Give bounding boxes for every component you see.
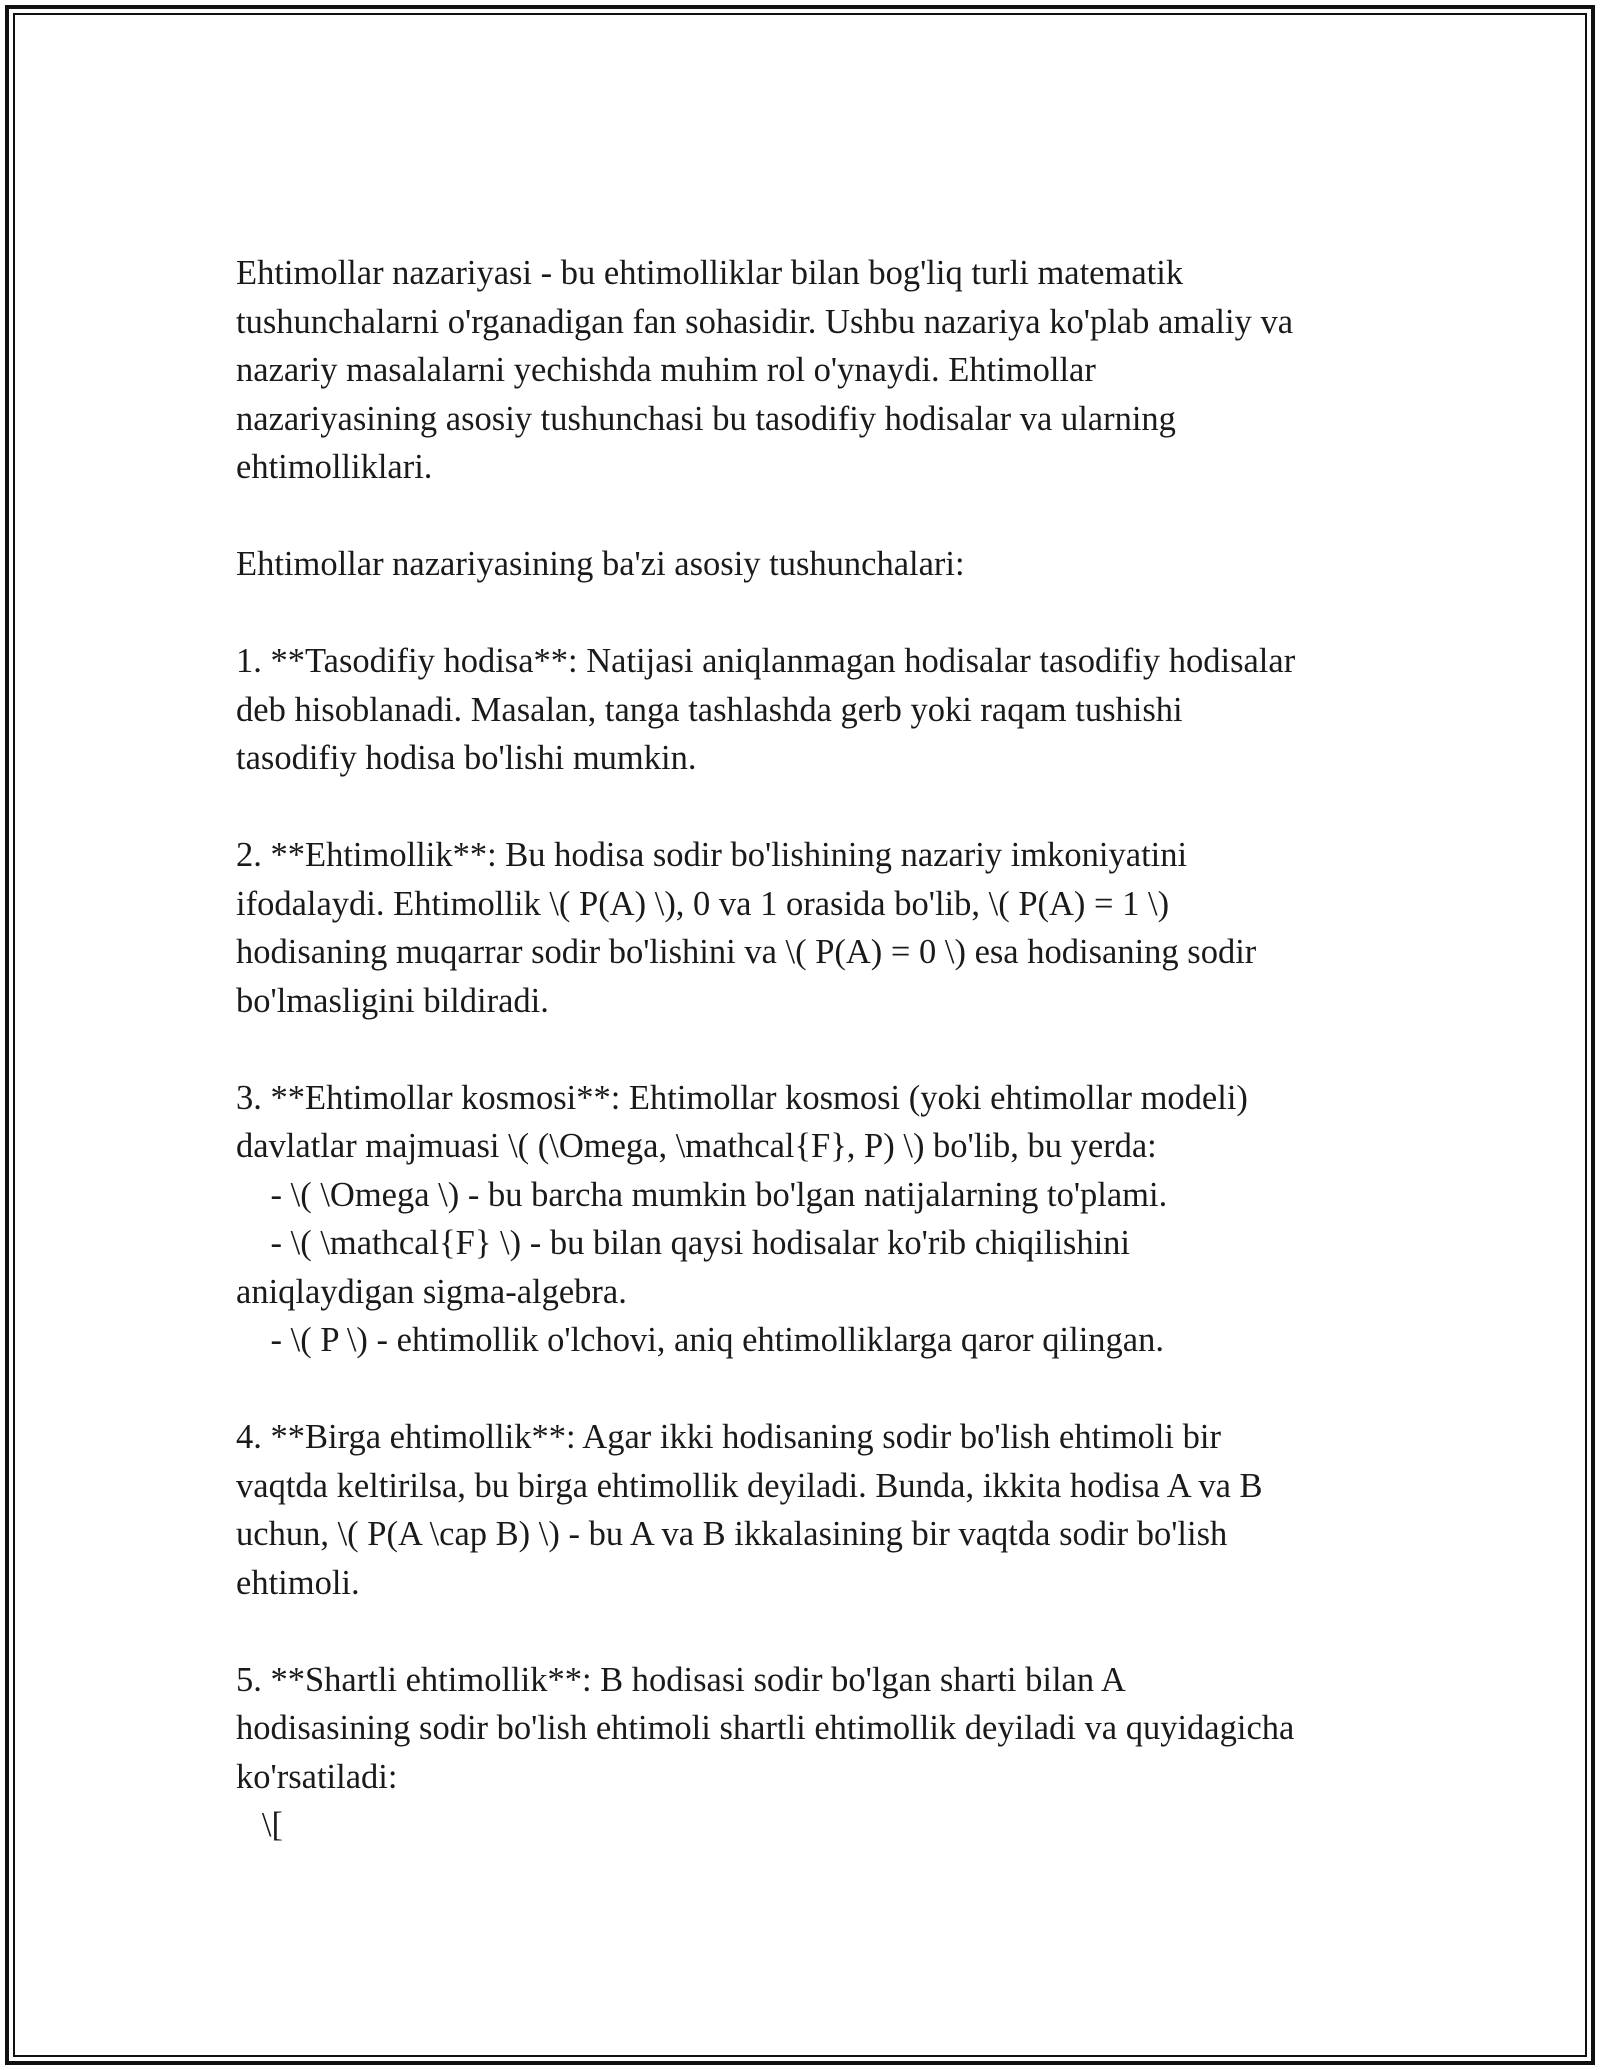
text-line: nazariyasining asosiy tushunchasi bu tasodifiy hodisalar va ularning — [236, 399, 1176, 438]
text-line: - \( P \) - ehtimollik o'lchovi, aniq ehtimolliklarga qaror qilingan. — [236, 1321, 1164, 1359]
document-body — [236, 249, 1386, 1850]
text-line: davlatlar majmuasi \( (\Omega, \mathcal{F}, P) \) bo'lib, bu yerda: — [236, 1127, 1157, 1165]
blank-line — [236, 783, 1386, 832]
text-line: 5. **Shartli ehtimollik**: B hodisasi sodir bo'lgan sharti bilan A — [236, 1660, 1126, 1699]
blank-line — [236, 492, 1386, 541]
text-line: bo'lmasligini bildiradi. — [236, 981, 549, 1020]
blank-line — [236, 1365, 1386, 1414]
text-line: 2. **Ehtimollik**: Bu hodisa sodir bo'lishining nazariy imkoniyatini — [236, 836, 1188, 874]
text-line: uchun, \( P(A \cap B) \) - bu A va B ikkalasining bir vaqtda sodir bo'lish — [236, 1515, 1228, 1553]
text-line: tushunchalarni o'rganadigan fan sohasidir. Ushbu nazariya ko'plab amaliy va — [236, 302, 1294, 341]
text-line: ko'rsatiladi: — [236, 1757, 398, 1796]
text-line: 4. **Birga ehtimollik**: Agar ikki hodisaning sodir bo'lish ehtimoli bir — [236, 1418, 1221, 1456]
text-line: hodisasining sodir bo'lish ehtimoli shartli ehtimollik deyiladi va quyidagicha — [236, 1709, 1295, 1747]
text-line: Ehtimollar nazariyasining ba'zi asosiy tushunchalari: — [236, 545, 965, 583]
text-line: nazariy masalalarni yechishda muhim rol o'ynaydi. Ehtimollar — [236, 351, 1096, 389]
text-line: ifodalaydi. Ehtimollik \( P(A) \), 0 va 1 orasida bo'lib, \( P(A) = 1 \) — [236, 884, 1170, 923]
text-line: 1. **Tasodifiy hodisa**: Natijasi aniqlanmagan hodisalar tasodifiy hodisalar — [236, 642, 1296, 680]
text-line: aniqlaydigan sigma-algebra. — [236, 1272, 627, 1311]
blank-line — [236, 1025, 1386, 1074]
blank-line — [236, 1607, 1386, 1656]
text-line: ehtimolliklari. — [236, 448, 433, 486]
text-line: \[ — [236, 1806, 283, 1844]
text-line: deb hisoblanadi. Masalan, tanga tashlashda gerb yoki raqam tushishi — [236, 690, 1183, 729]
blank-line — [236, 589, 1386, 638]
text-line: ehtimoli. — [236, 1563, 360, 1602]
text-line: hodisaning muqarrar sodir bo'lishini va \( P(A) = 0 \) esa hodisaning sodir — [236, 933, 1257, 971]
text-line: vaqtda keltirilsa, bu birga ehtimollik deyiladi. Bunda, ikkita hodisa A va B — [236, 1466, 1263, 1505]
text-line: 3. **Ehtimollar kosmosi**: Ehtimollar kosmosi (yoki ehtimollar modeli) — [236, 1078, 1248, 1117]
text-line: - \( \Omega \) - bu barcha mumkin bo'lgan natijalarning to'plami. — [236, 1175, 1168, 1214]
text-line: - \( \mathcal{F} \) - bu bilan qaysi hodisalar ko'rib chiqilishini — [236, 1224, 1131, 1262]
text-line: tasodifiy hodisa bo'lishi mumkin. — [236, 739, 697, 777]
text-line: Ehtimollar nazariyasi - bu ehtimolliklar bilan bog'liq turli matematik — [236, 254, 1184, 292]
